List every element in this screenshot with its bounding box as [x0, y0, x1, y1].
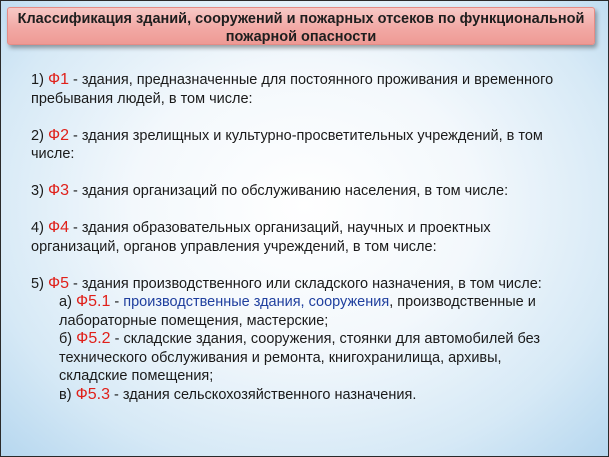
item-code: Ф3 — [47, 182, 69, 199]
list-item-f2 — [31, 127, 591, 164]
title-line-1: Классификация зданий, сооружений и пожарных отсеков по функциональной — [17, 11, 585, 27]
item-text: - здания, предназначенные для постоянного проживания и временного — [69, 72, 554, 88]
sub-text: - складские здания, сооружения, стоянки для автомобилей без — [110, 331, 541, 347]
sub-prefix: в) — [59, 386, 72, 403]
sub-highlight-text: производственные здания, сооружения — [123, 294, 390, 310]
item-text-cont: организаций, органов управления учреждений, в том числе: — [31, 238, 437, 255]
list-item-f3 — [31, 182, 591, 201]
sub-item-f5-3 — [31, 386, 591, 405]
sub-text: - здания сельскохозяйственного назначения. — [109, 386, 417, 403]
sub-text-cont: технического обслуживания и ремонта, книгохранилища, архивы, — [59, 349, 502, 366]
item-text: - здания зрелищных и культурно-просветительных учреждений, в том — [69, 127, 543, 144]
classification-list — [31, 71, 591, 404]
item-text-cont: числе: — [31, 146, 75, 162]
item-prefix: 4) — [31, 220, 44, 236]
item-prefix: 3) — [31, 183, 44, 199]
sub-code: Ф5.1 — [75, 293, 111, 310]
item-prefix: 2) — [31, 127, 44, 144]
sub-item-f5-1 — [31, 293, 591, 330]
item-prefix: 5) — [31, 275, 44, 292]
sub-prefix: б) — [59, 331, 73, 347]
item-text: - здания производственного или складского назначения, в том числе: — [69, 275, 542, 292]
sub-text-cont: лабораторные помещения, мастерские; — [59, 312, 329, 329]
item-text: - здания организаций по обслуживанию населения, в том числе: — [69, 183, 509, 199]
item-text-cont: пребывания людей, в том числе: — [31, 90, 253, 107]
item-prefix: 1) — [31, 72, 44, 88]
sub-code: Ф5.3 — [75, 385, 110, 403]
list-item-f4 — [31, 219, 591, 256]
item-code: Ф5 — [47, 274, 69, 292]
item-code: Ф4 — [47, 219, 69, 236]
item-code: Ф1 — [47, 71, 69, 88]
item-code: Ф2 — [47, 126, 69, 144]
title-line-2: пожарной опасности — [225, 29, 377, 45]
sub-dash: - — [110, 294, 124, 310]
sub-code: Ф5.2 — [76, 330, 111, 347]
list-item-f5 — [31, 275, 591, 294]
slide-title — [7, 7, 595, 45]
item-text: - здания образовательных организаций, научных и проектных — [69, 220, 491, 236]
sub-text-cont: складские помещения; — [59, 368, 214, 384]
sub-text: , производственные и — [389, 294, 536, 310]
list-item-f1 — [31, 71, 591, 108]
sub-item-f5-2 — [31, 330, 591, 386]
sub-prefix: а) — [59, 294, 72, 310]
